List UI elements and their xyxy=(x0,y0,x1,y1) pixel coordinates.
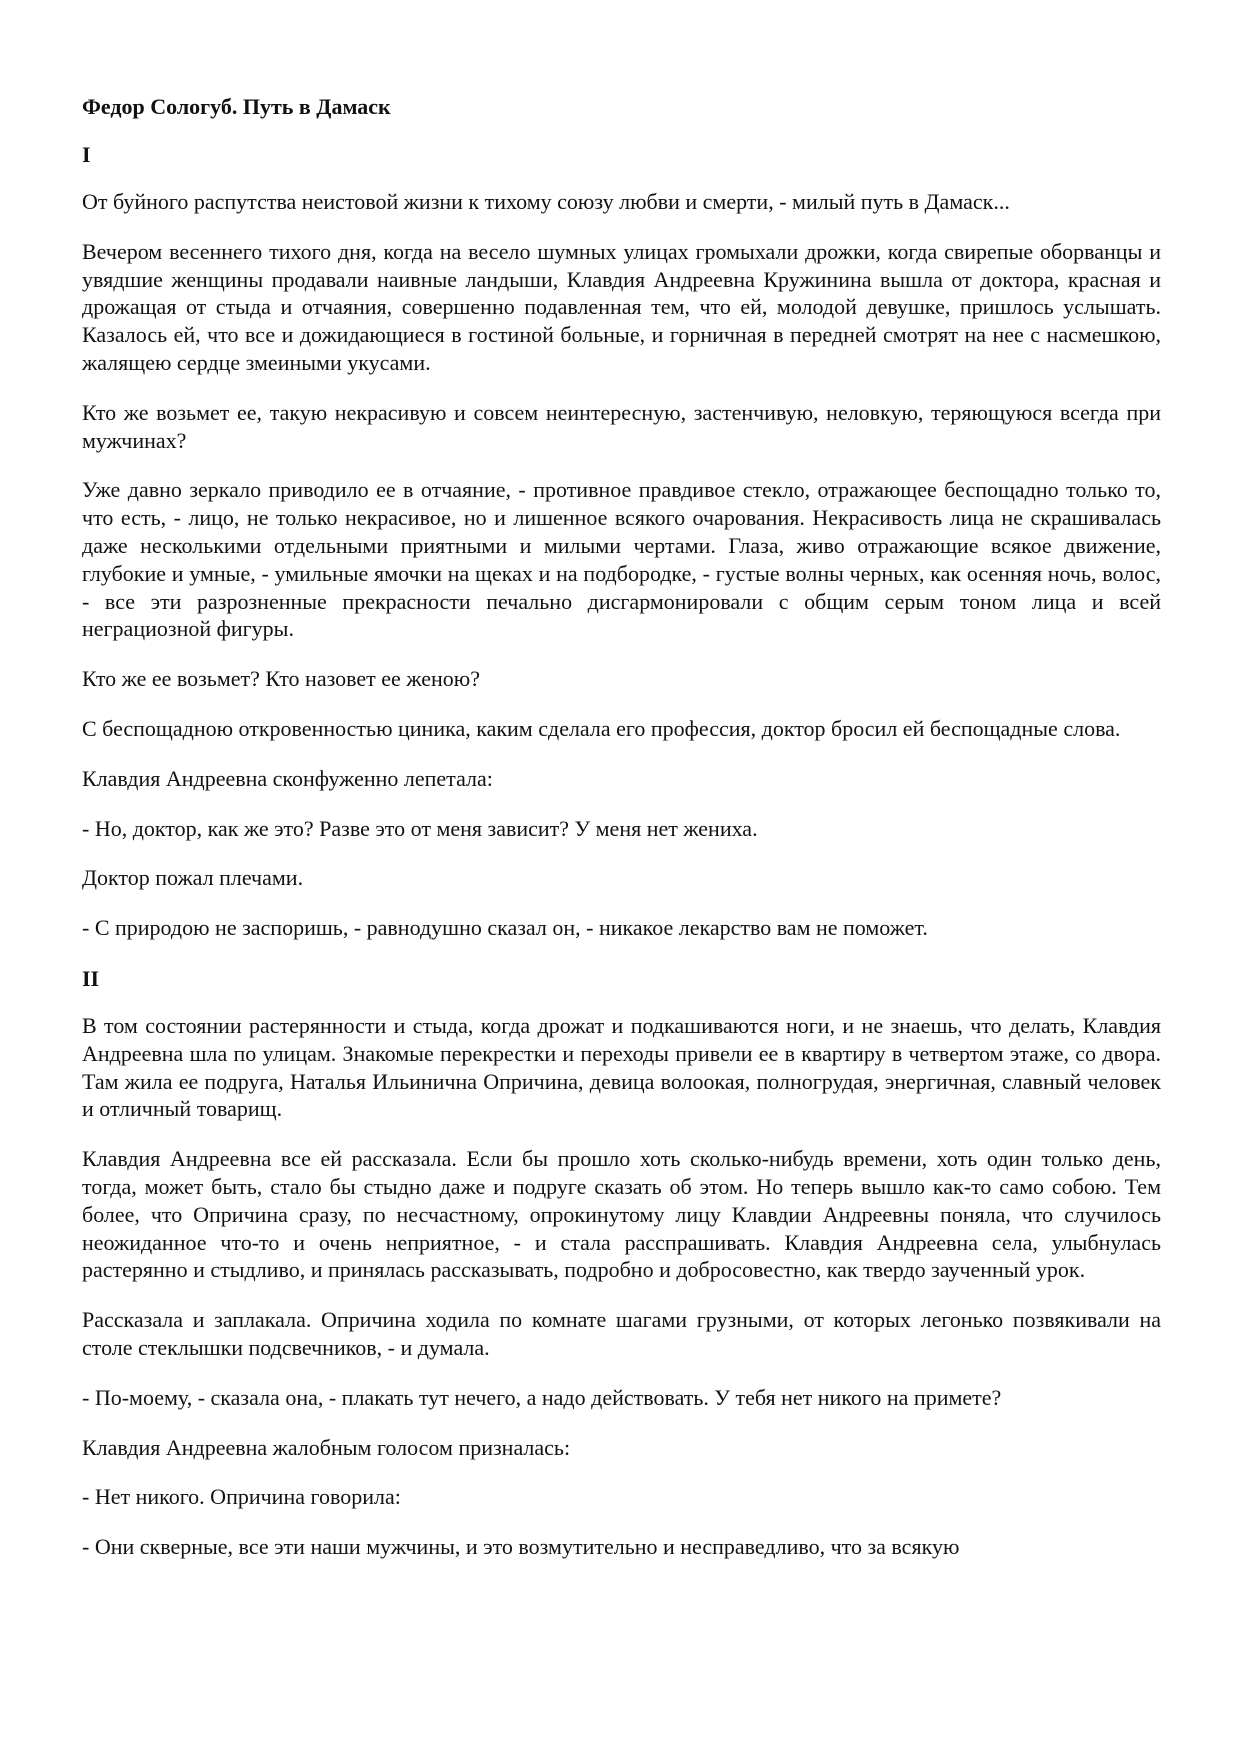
paragraph: Кто же возьмет ее, такую некрасивую и совсем неинтересную, застенчивую, неловкую, теряющуюся всегда при мужчинах? xyxy=(82,399,1161,453)
paragraph: Доктор пожал плечами. xyxy=(82,865,304,891)
section-heading-1: I xyxy=(82,142,91,167)
paragraph: Клавдия Андреевна сконфуженно лепетала: xyxy=(82,765,493,791)
paragraph: Вечером весеннего тихого дня, когда на весело шумных улицах громыхали дрожки, когда свирепые оборванцы и увядшие женщины продавали наивные ландыши, Клавдия Андреевна Кружинина вышла от доктора, красная и дрожащая от стыда и отчаяния, совершенно подавленная тем, что ей, молодой девушке, пришлось услышать. Казалось ей, что все и дожидающиеся в гостиной больные, и горничная в передней смотрят на нее с насмешкою, жалящею сердце змеиными укусами. xyxy=(82,238,1161,375)
paragraph: С беспощадною откровенностью циника, каким сделала его профессия, доктор бросил ей беспощадные слова. xyxy=(82,715,1121,741)
document-page xyxy=(82,92,1161,1561)
paragraph: - По-моему, - сказала она, - плакать тут нечего, а надо действовать. У тебя нет никого на примете? xyxy=(82,1384,1002,1410)
paragraph: Кто же ее возьмет? Кто назовет ее женою? xyxy=(82,666,480,692)
paragraph: - Но, доктор, как же это? Разве это от меня зависит? У меня нет жениха. xyxy=(82,815,758,841)
paragraph: В том состоянии растерянности и стыда, когда дрожат и подкашиваются ноги, и не знаешь, что делать, Клавдия Андреевна шла по улицам. Знакомые перекрестки и переходы привели ее в квартиру в четвертом этаже, со двора. Там жила ее подруга, Наталья Ильинична Опричина, девица волоокая, полногрудая, энергичная, славный человек и отличный товарищ. xyxy=(82,1012,1161,1122)
paragraph: От буйного распутства неистовой жизни к тихому союзу любви и смерти, - милый путь в Дамаск... xyxy=(82,189,1010,214)
paragraph: - Нет никого. Опричина говорила: xyxy=(82,1484,401,1510)
paragraph: Уже давно зеркало приводило ее в отчаяние, - противное правдивое стекло, отражающее беспощадно только то, что есть, - лицо, не только некрасивое, но и лишенное всякого очарования. Некрасивость лица не скрашивалась даже несколькими отдельными приятными и милыми чертами. Глаза, живо отражающие всякое движение, глубокие и умные, - умильные ямочки на щеках и на подбородке, - густые волны черных, как осенняя ночь, волос, - все эти разрозненные прекрасности печально дисгармонировали с общим серым тоном лица и всей неграциозной фигуры. xyxy=(82,477,1161,642)
paragraph: Клавдия Андреевна жалобным голосом призналась: xyxy=(82,1434,571,1460)
paragraph: Клавдия Андреевна все ей рассказала. Если бы прошло хоть сколько-нибудь времени, хоть один только день, тогда, может быть, стало бы стыдно даже и подруге сказать об этом. Но теперь вышло как-то само собою. Тем более, что Опричина сразу, по несчастному, опрокинутому лицу Клавдии Андреевны поняла, что случилось неожиданное что-то и очень неприятное, - и стала расспрашивать. Клавдия Андреевна села, улыбнулась растерянно и стыдливо, и принялась рассказывать, подробно и добросовестно, как твердо заученный урок. xyxy=(82,1146,1161,1283)
document-title: Федор Сологуб. Путь в Дамаск xyxy=(82,94,391,119)
section-heading-2: II xyxy=(82,965,100,991)
paragraph: - С природою не заспоришь, - равнодушно сказал он, - никакое лекарство вам не поможет. xyxy=(82,915,928,941)
paragraph: - Они скверные, все эти наши мужчины, и это возмутительно и несправедливо, что за всякую xyxy=(82,1534,960,1560)
paragraph: Рассказала и заплакала. Опричина ходила по комнате шагами грузными, от которых легонько позвякивали на столе стеклышки подсвечников, - и думала. xyxy=(82,1307,1161,1360)
